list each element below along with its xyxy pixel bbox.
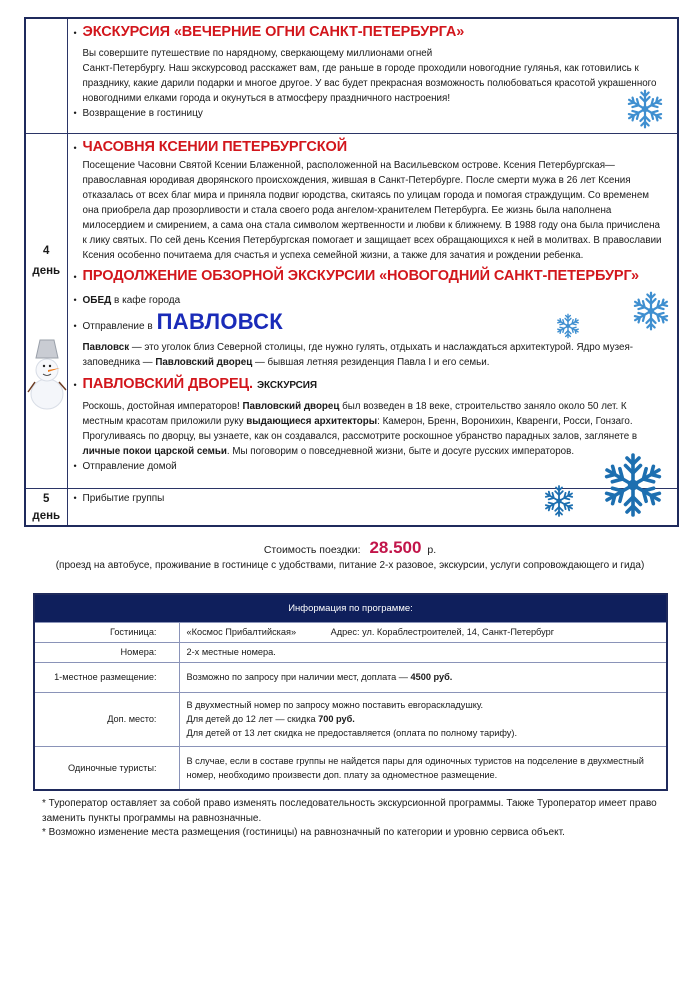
program-row-day4 xyxy=(25,133,678,488)
price-includes: (проезд на автобусе, проживание в гостинице с удобствами, питание 2-х разовое, экскурсии, услуги сопровождающего и гида) xyxy=(55,560,645,571)
bullet-icon: • xyxy=(73,320,77,331)
program-row-day3-evening xyxy=(25,18,678,133)
bullet-icon: • xyxy=(73,108,77,118)
day-content xyxy=(67,18,678,133)
pavlovsk-text: Павловск — это уголок близ Северной столицы, где нужно гулять, отдыхать и наслаждаться архитектурой. Ядро музея-заповедника — Павловский дворец — бывшая летняя резиденция Павла I и его семьи. xyxy=(82,341,634,368)
snowflake-icon xyxy=(629,289,673,333)
lunch-item: • ОБЕД в кафе города xyxy=(73,294,181,306)
arrival-item: • Прибытие группы xyxy=(73,492,165,504)
bullet-icon: • xyxy=(73,142,77,153)
tour-heading: • ПРОДОЛЖЕНИЕ ОБЗОРНОЙ ЭКСКУРСИИ «НОВОГОДНИЙ САНКТ-ПЕТЕРБУРГ» xyxy=(73,267,639,284)
bullet-icon: • xyxy=(73,294,77,305)
excursion-text: Вы совершите путешествие по нарядному, сверкающему миллионами огней Санкт-Петербургу. Наш экскурсовод расскажет вам, где раньше в городе проходили новогодние гулянья, как готовились к празднику, какие дарили подарки и многое другое. У вас будет прекрасная возможность полюбоваться красотой украшенного новогодними елками города и окунуться в атмосферу праздничного настроения! xyxy=(82,48,657,104)
footnotes: * Туроператор оставляет за собой право изменять последовательность экскурсионной программы. Также Туроператор имеет право заменить пункты программы на равнозначные. * Возможно изменение места размещения (гостиницы) на равнозначный по категории и уровню сервиса объект. xyxy=(42,798,657,838)
program-row-day5 xyxy=(25,488,678,526)
day-cell-empty xyxy=(25,18,67,133)
palace-text: Роскошь, достойная императоров! Павловский дворец был возведен в 18 веке, строительство заняло около 50 лет. К местным красотам приложили руку выдающиеся архитекторы: Камерон, Бренн, Воронихин, Кваренги, Росси, Гонзаго. Прогуливаясь по дворцу, вы узнаете, как он создавался, рассмотрите роскошное убранство парадных залов, заглянете в личные покои царской семьи. Мы поговорим о повседневной жизни, быте и досуге русских императоров. xyxy=(82,400,638,457)
snowflake-icon xyxy=(554,312,582,340)
day-content xyxy=(67,488,678,526)
single-value: Возможно по запросу при наличии мест, доплата — 4500 руб. xyxy=(179,662,667,692)
program-table xyxy=(24,17,679,527)
price-value: 28.500 xyxy=(369,538,422,557)
bullet-icon: • xyxy=(73,460,77,471)
bullet-icon: • xyxy=(73,492,77,503)
bullet-icon: • xyxy=(73,379,77,390)
snowman-icon xyxy=(26,334,68,414)
going-home-item: • Отправление домой xyxy=(73,460,177,472)
extra-bed-value: В двухместный номер по запросу можно поставить евroраскладушку. Для детей до 12 лет — скидка 700 руб. Для детей от 13 лет скидка не предоставляется (оплата по полному тарифу). xyxy=(179,692,667,746)
return-item: • Возвращение в гостиницу xyxy=(73,108,203,119)
chapel-text: Посещение Часовни Святой Ксении Блаженной, расположенной на Васильевском острове. Ксения Петербургская—православная юродивая дворянского происхождения, жившая в Санкт-Петербурге. После смерти мужа в 26 лет Ксения отказалась от всех благ мира и приняла подвиг юродства, скитаясь по улицам города и помогая страждущим. Со временем она приобрела дар прозорливости и стала своего рода ангелом-хранителем Петербурга. Ее жизнь была наполнена милосердием и смирением, а сама она стала символом жертвенности и любви к ближнему. В 1988 году она была причислена к лику святых. По сей день Ксения Петербургская помогает и защищает всех обращающихся к ней в молитвах. В православии Ксения особенно почитаема для счастья и успеха семейной жизни, а также для зачатия и рождении ребенка. xyxy=(82,159,662,261)
info-table: Информация по программе: Гостиница: «Космос Прибалтийская» Адрес: ул. Кораблестроителей, 14, Санкт-Петербург Номера: 2-х местные номера. 1-местное размещение: Возможно по запросу при наличии мест, доплата — 4500 руб. Доп. место: В двухместный номер по запросу можно поставить евroраскладушку. Для детей до 12 лет — скидка 700 руб. Для детей от 13 лет скидка не предоставляется (оплата по полному тарифу). Одиночные туристы: В случае, если в составе группы не найдется пары для одиночных туристов на подселение в двухместный номер, необходимо произвести доп. плату за одноместное размещение. xyxy=(33,593,668,791)
palace-heading: • ПАВЛОВСКИЙ ДВОРЕЦ. ЭКСКУРСИЯ xyxy=(73,375,317,392)
bullet-icon: • xyxy=(73,271,77,282)
day-cell-5: 5 день xyxy=(25,488,67,526)
snowflake-icon xyxy=(597,449,669,521)
day-cell-4: 4 день xyxy=(25,133,67,488)
snowflake-icon xyxy=(541,483,577,519)
price-line: Стоимость поездки: 28.500 р. xyxy=(263,538,437,557)
snowflake-icon xyxy=(623,87,667,131)
departure-item: • Отправление в ПАВЛОВСК xyxy=(73,308,283,334)
chapel-heading: • ЧАСОВНЯ КСЕНИИ ПЕТЕРБУРГСКОЙ xyxy=(73,138,348,155)
excursion-heading: • ЭКСКУРСИЯ «ВЕЧЕРНИЕ ОГНИ САНКТ-ПЕТЕРБУРГА» xyxy=(73,24,465,40)
day-content xyxy=(67,133,678,488)
info-header: Информация по программе: xyxy=(34,594,667,622)
hotel-value: «Космос Прибалтийская» Адрес: ул. Кораблестроителей, 14, Санкт-Петербург xyxy=(179,622,667,642)
bullet-icon: • xyxy=(73,28,77,38)
